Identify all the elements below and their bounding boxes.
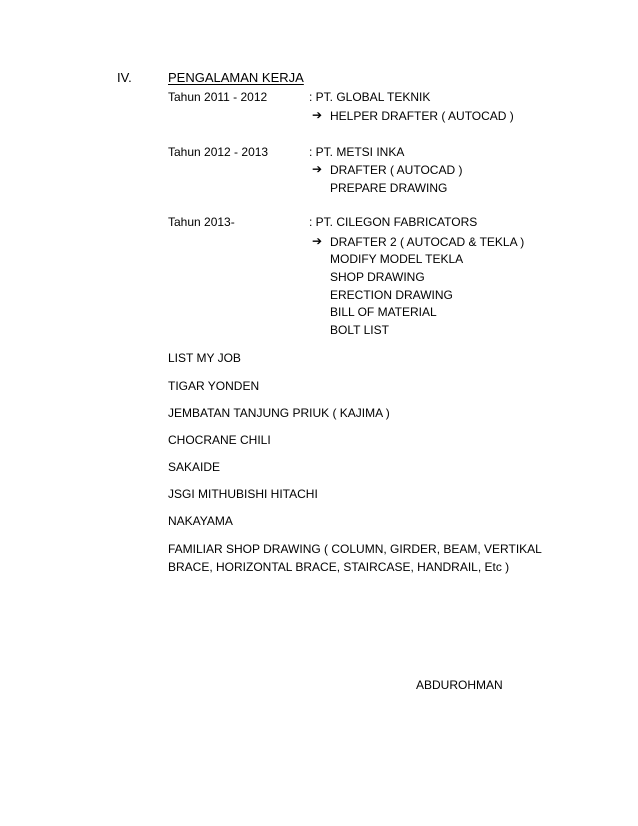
section-title: PENGALAMAN KERJA bbox=[168, 70, 304, 85]
job-list-item: NAKAYAMA bbox=[168, 514, 233, 528]
job-list-item: TIGAR YONDEN bbox=[168, 379, 260, 393]
experience-role: DRAFTER 2 ( AUTOCAD & TEKLA ) bbox=[330, 235, 525, 249]
experience-period: Tahun 2012 - 2013 bbox=[168, 145, 269, 159]
experience-role: HELPER DRAFTER ( AUTOCAD ) bbox=[330, 109, 514, 123]
experience-role: PREPARE DRAWING bbox=[330, 181, 448, 195]
right-arrow-icon: ➔ bbox=[312, 162, 323, 176]
familiar-line: FAMILIAR SHOP DRAWING ( COLUMN, GIRDER, BEAM, VERTIKAL bbox=[168, 542, 542, 556]
experience-role: MODIFY MODEL TEKLA bbox=[330, 252, 464, 266]
section-number: IV. bbox=[117, 70, 132, 85]
experience-role: BOLT LIST bbox=[330, 323, 389, 337]
experience-period: Tahun 2013- bbox=[168, 215, 235, 229]
experience-role: ERECTION DRAWING bbox=[330, 288, 453, 302]
right-arrow-icon: ➔ bbox=[312, 108, 323, 122]
right-arrow-icon: ➔ bbox=[312, 234, 323, 248]
job-list-item: JEMBATAN TANJUNG PRIUK ( KAJIMA ) bbox=[168, 406, 390, 420]
experience-role: SHOP DRAWING bbox=[330, 270, 425, 284]
job-list-item: CHOCRANE CHILI bbox=[168, 433, 271, 447]
familiar-line: BRACE, HORIZONTAL BRACE, STAIRCASE, HANDRAIL, Etc ) bbox=[168, 560, 510, 574]
job-list-heading: LIST MY JOB bbox=[168, 351, 241, 365]
job-list-item: SAKAIDE bbox=[168, 460, 221, 474]
job-list-item: JSGI MITHUBISHI HITACHI bbox=[168, 487, 318, 501]
signature-name: ABDUROHMAN bbox=[416, 678, 503, 692]
experience-company: : PT. METSI INKA bbox=[309, 145, 405, 159]
experience-role: BILL OF MATERIAL bbox=[330, 305, 437, 319]
experience-company: : PT. GLOBAL TEKNIK bbox=[309, 90, 431, 104]
experience-company: : PT. CILEGON FABRICATORS bbox=[309, 215, 478, 229]
experience-role: DRAFTER ( AUTOCAD ) bbox=[330, 163, 463, 177]
experience-period: Tahun 2011 - 2012 bbox=[168, 90, 268, 104]
